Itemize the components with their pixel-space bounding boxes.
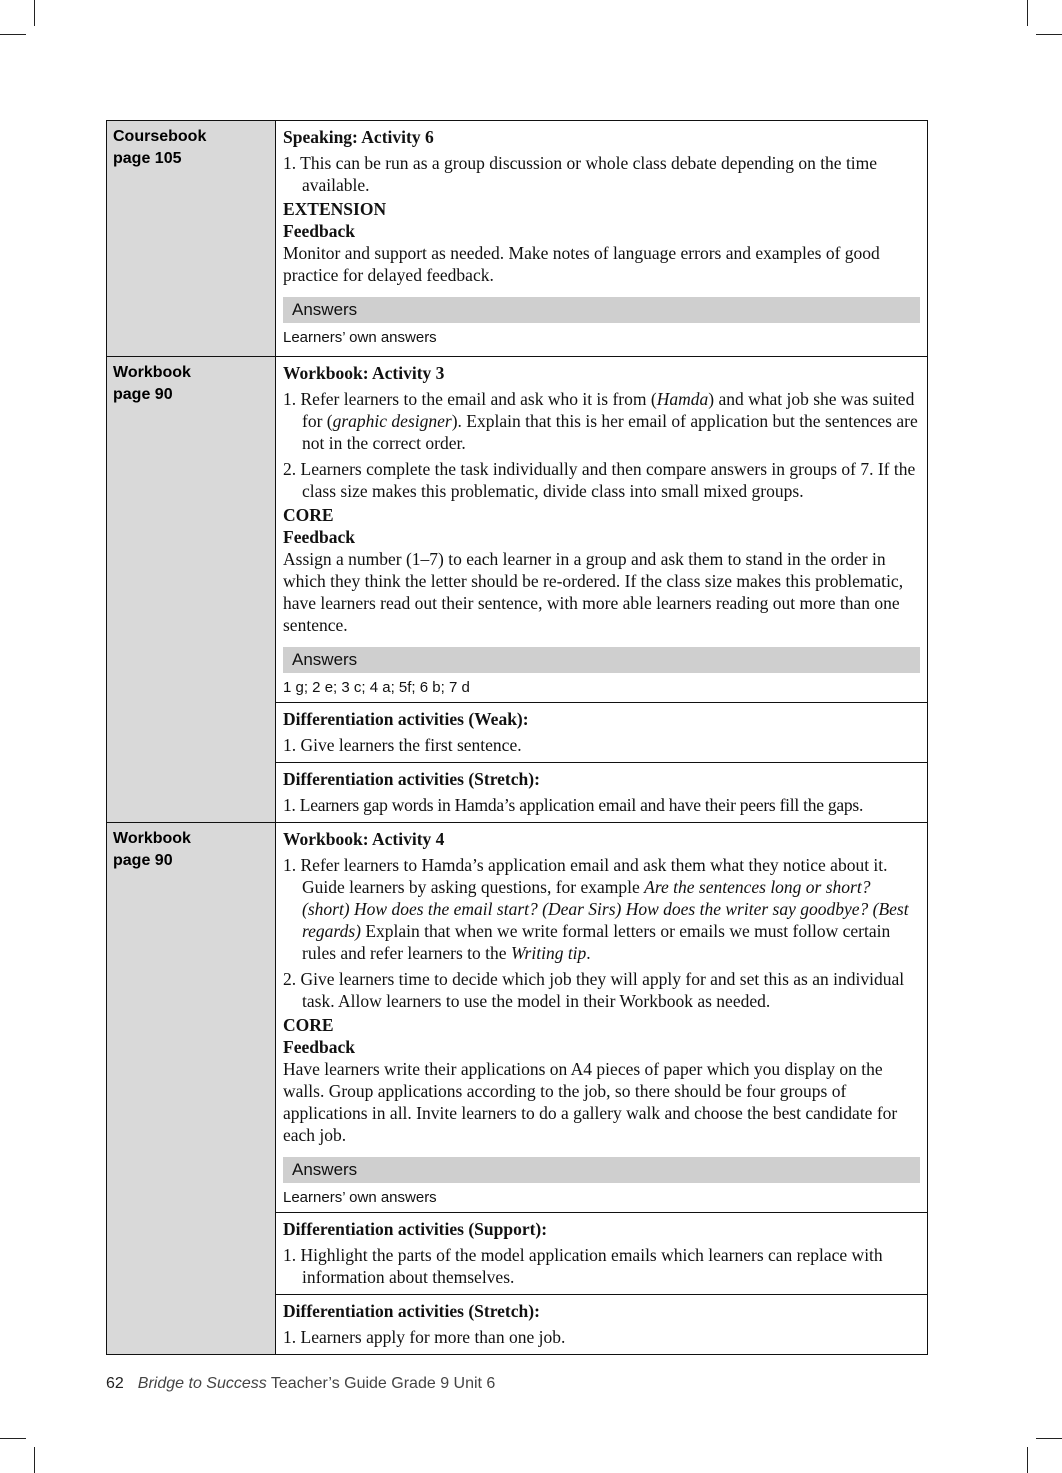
list-item: 1. Highlight the parts of the model application emails which learners can replace with information about themselves.	[283, 1245, 883, 1287]
table-row	[107, 823, 928, 1213]
reference-book: Workbook	[113, 830, 191, 847]
differentiation-title: Differentiation activities (Weak):	[283, 709, 529, 729]
lesson-plan-table	[106, 120, 928, 1355]
activity-cell	[276, 823, 928, 1213]
answers-header: Answers	[283, 647, 920, 673]
crop-mark	[1036, 1438, 1062, 1439]
answers-text: Learners’ own answers	[283, 1189, 437, 1206]
table-row	[107, 357, 928, 703]
feedback-label: Feedback	[283, 221, 355, 241]
list-item: 1. This can be run as a group discussion or whole class debate depending on the time available.	[283, 153, 878, 195]
reference-cell	[107, 823, 276, 1355]
crop-mark	[0, 1438, 26, 1439]
crop-mark	[1027, 0, 1028, 26]
activity-title: Speaking: Activity 6	[283, 127, 434, 147]
differentiation-cell	[276, 1295, 928, 1355]
answers-header: Answers	[283, 297, 920, 323]
differentiation-cell	[276, 703, 928, 763]
level-label: EXTENSION	[283, 199, 387, 219]
crop-mark	[0, 34, 26, 35]
reference-cell	[107, 357, 276, 823]
feedback-label: Feedback	[283, 527, 355, 547]
answers-text: 1 g; 2 e; 3 c; 4 a; 5f; 6 b; 7 d	[283, 679, 470, 696]
book-subtitle: Teacher’s Guide Grade 9 Unit 6	[266, 1375, 496, 1392]
crop-mark	[34, 0, 35, 26]
activity-cell	[276, 121, 928, 357]
reference-book: Coursebook	[113, 128, 207, 145]
list-item: 2. Give learners time to decide which job they will apply for and set this as an individual task. Allow learners to use the model in their Workbook as needed.	[283, 969, 905, 1011]
answers-header: Answers	[283, 1157, 920, 1183]
differentiation-title: Differentiation activities (Stretch):	[283, 1301, 540, 1321]
instruction-list	[283, 794, 920, 816]
crop-mark	[34, 1447, 35, 1473]
book-title: Bridge to Success	[137, 1375, 267, 1392]
feedback-text: Monitor and support as needed. Make notes of language errors and examples of good practice for delayed feedback.	[283, 243, 880, 285]
differentiation-title: Differentiation activities (Stretch):	[283, 769, 540, 789]
feedback-label: Feedback	[283, 1037, 355, 1057]
differentiation-title: Differentiation activities (Support):	[283, 1219, 548, 1239]
answers-text: Learners’ own answers	[283, 329, 437, 346]
instruction-list	[283, 854, 920, 1012]
activity-title: Workbook: Activity 4	[283, 829, 445, 849]
list-item: 1. Refer learners to the email and ask who it is from (Hamda) and what job she was suited for (graphic designer). Explain that this is her email of application but the sentences are not in the correct order.	[283, 389, 918, 453]
feedback-text: Assign a number (1–7) to each learner in a group and ask them to stand in the order in which they think the letter should be re-ordered. If the class size makes this problematic, have learners read out their sentence, with more able learners reading out more than one sentence.	[283, 549, 904, 635]
instruction-list	[283, 1326, 920, 1348]
list-item: 2. Learners complete the task individually and then compare answers in groups of 7. If the class size makes this problematic, divide class into small mixed groups.	[283, 459, 916, 501]
reference-page: page 105	[113, 150, 182, 167]
page-footer	[106, 1375, 495, 1393]
page-number: 62	[106, 1375, 124, 1392]
crop-mark	[1027, 1447, 1028, 1473]
level-label: CORE	[283, 1015, 334, 1035]
differentiation-cell	[276, 763, 928, 823]
instruction-list	[283, 734, 920, 756]
list-item: 1. Give learners the first sentence.	[283, 735, 522, 755]
differentiation-cell	[276, 1213, 928, 1295]
instruction-list	[283, 152, 920, 196]
crop-mark	[1036, 34, 1062, 35]
reference-book: Workbook	[113, 364, 191, 381]
list-item: 1. Refer learners to Hamda’s application email and ask them what they notice about it. Guide learners by asking questions, for example Are the sentences long or short? (short) How does the email start? (Dear Sirs) How does the writer say goodbye? (Best regards) Explain that when we write formal letters or emails we must follow certain rules and refer learners to the Writing tip.	[283, 855, 909, 963]
reference-page: page 90	[113, 852, 173, 869]
instruction-list	[283, 388, 920, 502]
reference-page: page 90	[113, 386, 173, 403]
feedback-text: Have learners write their applications on A4 pieces of paper which you display on the walls. Group applications according to the job, so there should be four groups of applications in all. Invite learners to do a gallery walk and choose the best candidate for each job.	[283, 1059, 898, 1145]
instruction-list	[283, 1244, 920, 1288]
activity-cell	[276, 357, 928, 703]
reference-cell	[107, 121, 276, 357]
activity-title: Workbook: Activity 3	[283, 363, 445, 383]
list-item: 1. Learners gap words in Hamda’s application email and have their peers fill the gaps.	[283, 795, 864, 815]
list-item: 1. Learners apply for more than one job.	[283, 1327, 566, 1347]
level-label: CORE	[283, 505, 334, 525]
table-row	[107, 121, 928, 357]
